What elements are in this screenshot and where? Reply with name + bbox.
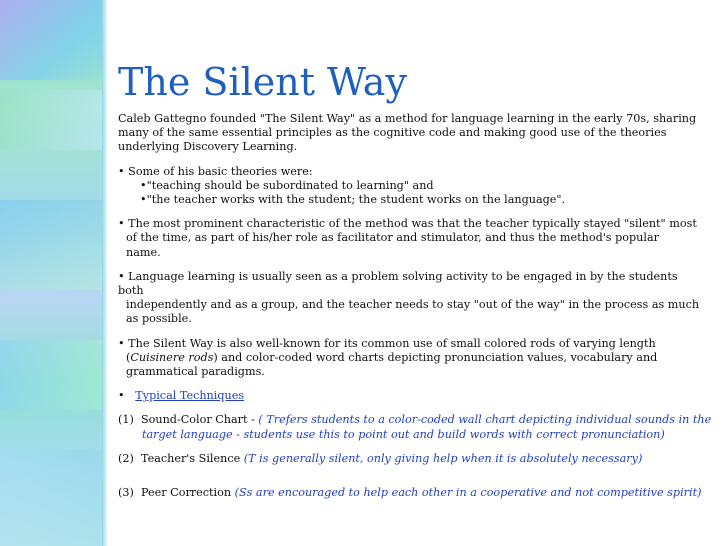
sidebar-edge — [102, 0, 108, 546]
sidebar-band — [0, 450, 108, 546]
rods-line: grammatical paradigms. — [126, 365, 265, 379]
technique-description: (Ss are encouraged to help each other in a cooperative and not competitive spirit) — [234, 486, 702, 500]
technique-item — [118, 413, 718, 441]
technique-description: (T is generally silent, only giving help when it is absolutely necessary) — [243, 451, 643, 465]
theory-item: •"the teacher works with the student; the student works on the language". — [140, 193, 566, 207]
sidebar-band — [0, 0, 108, 80]
technique-number: (2) — [118, 451, 134, 465]
technique-item — [118, 452, 718, 466]
slide-content — [118, 62, 718, 500]
rods-line — [118, 351, 718, 365]
rods-open-paren: ( — [126, 350, 131, 364]
technique-number: (1) — [118, 413, 134, 427]
intro-paragraph — [118, 112, 718, 155]
sidebar-band — [0, 90, 108, 150]
rods-line: • The Silent Way is also well-known for its common use of small colored rods of varying length — [118, 336, 656, 350]
techniques-heading — [118, 389, 718, 403]
slide-title: The Silent Way — [118, 60, 407, 104]
technique-line — [118, 428, 718, 442]
decorative-sidebar — [0, 0, 108, 546]
intro-line: many of the same essential principles as the cognitive code and making good use of the theories — [118, 126, 667, 140]
theories-heading: • Some of his basic theories were: — [118, 164, 313, 178]
theory-item: •"teaching should be subordinated to learning" and — [140, 178, 434, 192]
characteristic-line: name. — [126, 245, 161, 259]
characteristic-line: of the time, as part of his/her role as facilitator and stimulator, and thus the method's popular — [126, 231, 659, 245]
rods-line-rest: ) and color-coded word charts depicting pronunciation values, vocabulary and — [213, 350, 658, 364]
theories-block — [118, 165, 718, 208]
techniques-block — [118, 389, 718, 500]
problem-solving-line: • Language learning is usually seen as a problem solving activity to be engaged in by the students — [118, 269, 678, 283]
characteristic-paragraph — [118, 217, 718, 260]
intro-line: underlying Discovery Learning. — [118, 140, 298, 154]
problem-solving-line: as possible. — [126, 312, 192, 326]
problem-solving-line: both — [118, 284, 144, 298]
sidebar-band — [0, 200, 108, 290]
problem-solving-line: independently and as a group, and the teacher needs to stay "out of the way" in the process as much — [126, 298, 700, 312]
cuisinere-rods-text: Cuisinere rods — [130, 350, 214, 364]
characteristic-line: • The most prominent characteristic of the method was that the teacher typically stayed "silent" most — [118, 217, 697, 231]
sidebar-band — [0, 340, 108, 410]
rods-paragraph — [118, 337, 718, 380]
technique-item — [118, 486, 718, 500]
technique-description: ( Trefers students to a color-coded wall chart depicting individual sounds in the — [258, 413, 712, 427]
technique-description: target language - students use this to point out and build words with correct pronunciation) — [142, 427, 665, 441]
technique-line — [118, 413, 718, 427]
technique-name: Peer Correction — [140, 486, 235, 500]
technique-name: Sound-Color Chart - — [140, 413, 259, 427]
typical-techniques-link[interactable]: Typical Techniques — [135, 389, 245, 403]
technique-number: (3) — [118, 486, 134, 500]
technique-name: Teacher's Silence — [140, 451, 244, 465]
intro-line: Caleb Gattegno founded "The Silent Way" as a method for language learning in the early 70s, sharing — [118, 112, 697, 125]
techniques-bullet: • — [118, 389, 125, 403]
problem-solving-paragraph — [118, 270, 718, 327]
